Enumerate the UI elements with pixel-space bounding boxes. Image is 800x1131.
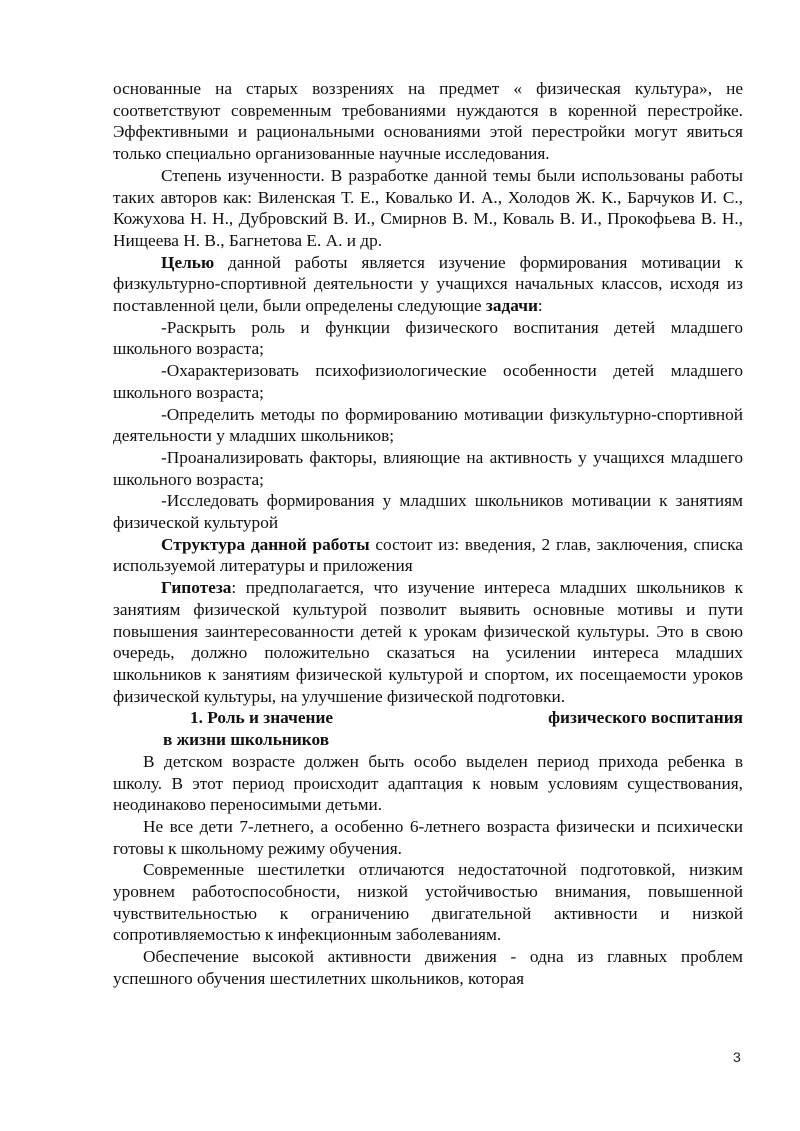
paragraph-structure [113,534,743,577]
goal-text: данной работы является изучение формирования мотивации к физкультурно-спортивной деятельности у учащихся начальных классов, исходя из поставленной цели, были определены следующие [113,252,743,316]
structure-text: состоит из: введения, 2 глав, заключения, списка используемой литературы и приложения [113,534,743,576]
body-paragraph: Обеспечение высокой активности движения - одна из главных проблем успешного обучения шестилетних школьников, которая [113,947,743,988]
structure-label: Структура данной работы [161,534,370,554]
section-heading-right: физического воспитания [548,708,743,728]
paragraph-hypothesis [113,577,743,707]
task-item: -Проанализировать факторы, влияющие на активность у учащихся младшего школьного возраста; [113,447,743,489]
task-item: -Раскрыть роль и функции физического воспитания детей младшего школьного возраста; [113,317,743,359]
body-paragraph: В детском возрасте должен быть особо выделен период прихода ребенка в школу. В этот период происходит адаптация к новым условиям существования, неодинаково переносимыми детьми. [113,751,743,815]
hypothesis-text: : предполагается, что изучение интереса младших школьников к занятиям физической культурой позволит выявить основные мотивы и пути повышения заинтересованности детей к урокам физической культуры. Это в свою очередь, должно положительно сказаться на усилении интереса младших школьников к занятиям физической культурой и спортом, их посещаемости уроков физической культуры, на улучшение физической подготовки. [113,578,743,706]
hypothesis-label: Гипотеза [161,578,232,598]
task-item: -Исследовать формирования у младших школьников мотивации к занятиям физической культурой [113,491,743,533]
body-paragraph: Не все дети 7-летнего, а особенно 6-летнего возраста физически и психически готовы к школьному режиму обучения. [113,816,743,858]
page-number: 3 [733,1049,741,1065]
section-heading [113,707,743,729]
task-item: -Охарактеризовать психофизиологические особенности детей младшего школьного возраста; [113,361,743,402]
section-heading-left: 1. Роль и значение [190,708,334,728]
paragraph-research-degree: Степень изученности. В разработке данной темы были использованы работы таких авторов как: Виленская Т. Е., Ковалько И. А., Холодов Ж. К., Барчуков И. С., Кожухова Н. Н., Дубровский В. И., Смирнов В. М., Коваль В. И., Прокофьева В. Н., Нищеева Н. В., Багнетова Е. А. и др. [113,165,743,250]
paragraph-intro: основанные на старых воззрениях на предмет « физическая культура», не соответствуют современным требованиями нуждаются в коренной перестройке. Эффективными и рациональными основаниями этой перестройки могут явиться только специально организованные научные исследования. [113,79,743,164]
goal-label: Целью [161,252,215,272]
task-item: -Определить методы по формированию мотивации физкультурно-спортивной деятельности у младших школьников; [113,404,743,446]
document-page [113,78,743,990]
tasks-label: задачи [485,296,538,316]
body-paragraph: Современные шестилетки отличаются недостаточной подготовкой, низким уровнем работоспособности, низкой устойчивостью внимания, повышенной чувствительностью к ограничению двигательной активности и низкой сопротивляемостью к инфекционным заболеваниям. [113,860,743,945]
goal-tail: : [537,296,543,316]
section-heading-line2: в жизни школьников [163,730,330,750]
paragraph-goal [113,252,743,317]
